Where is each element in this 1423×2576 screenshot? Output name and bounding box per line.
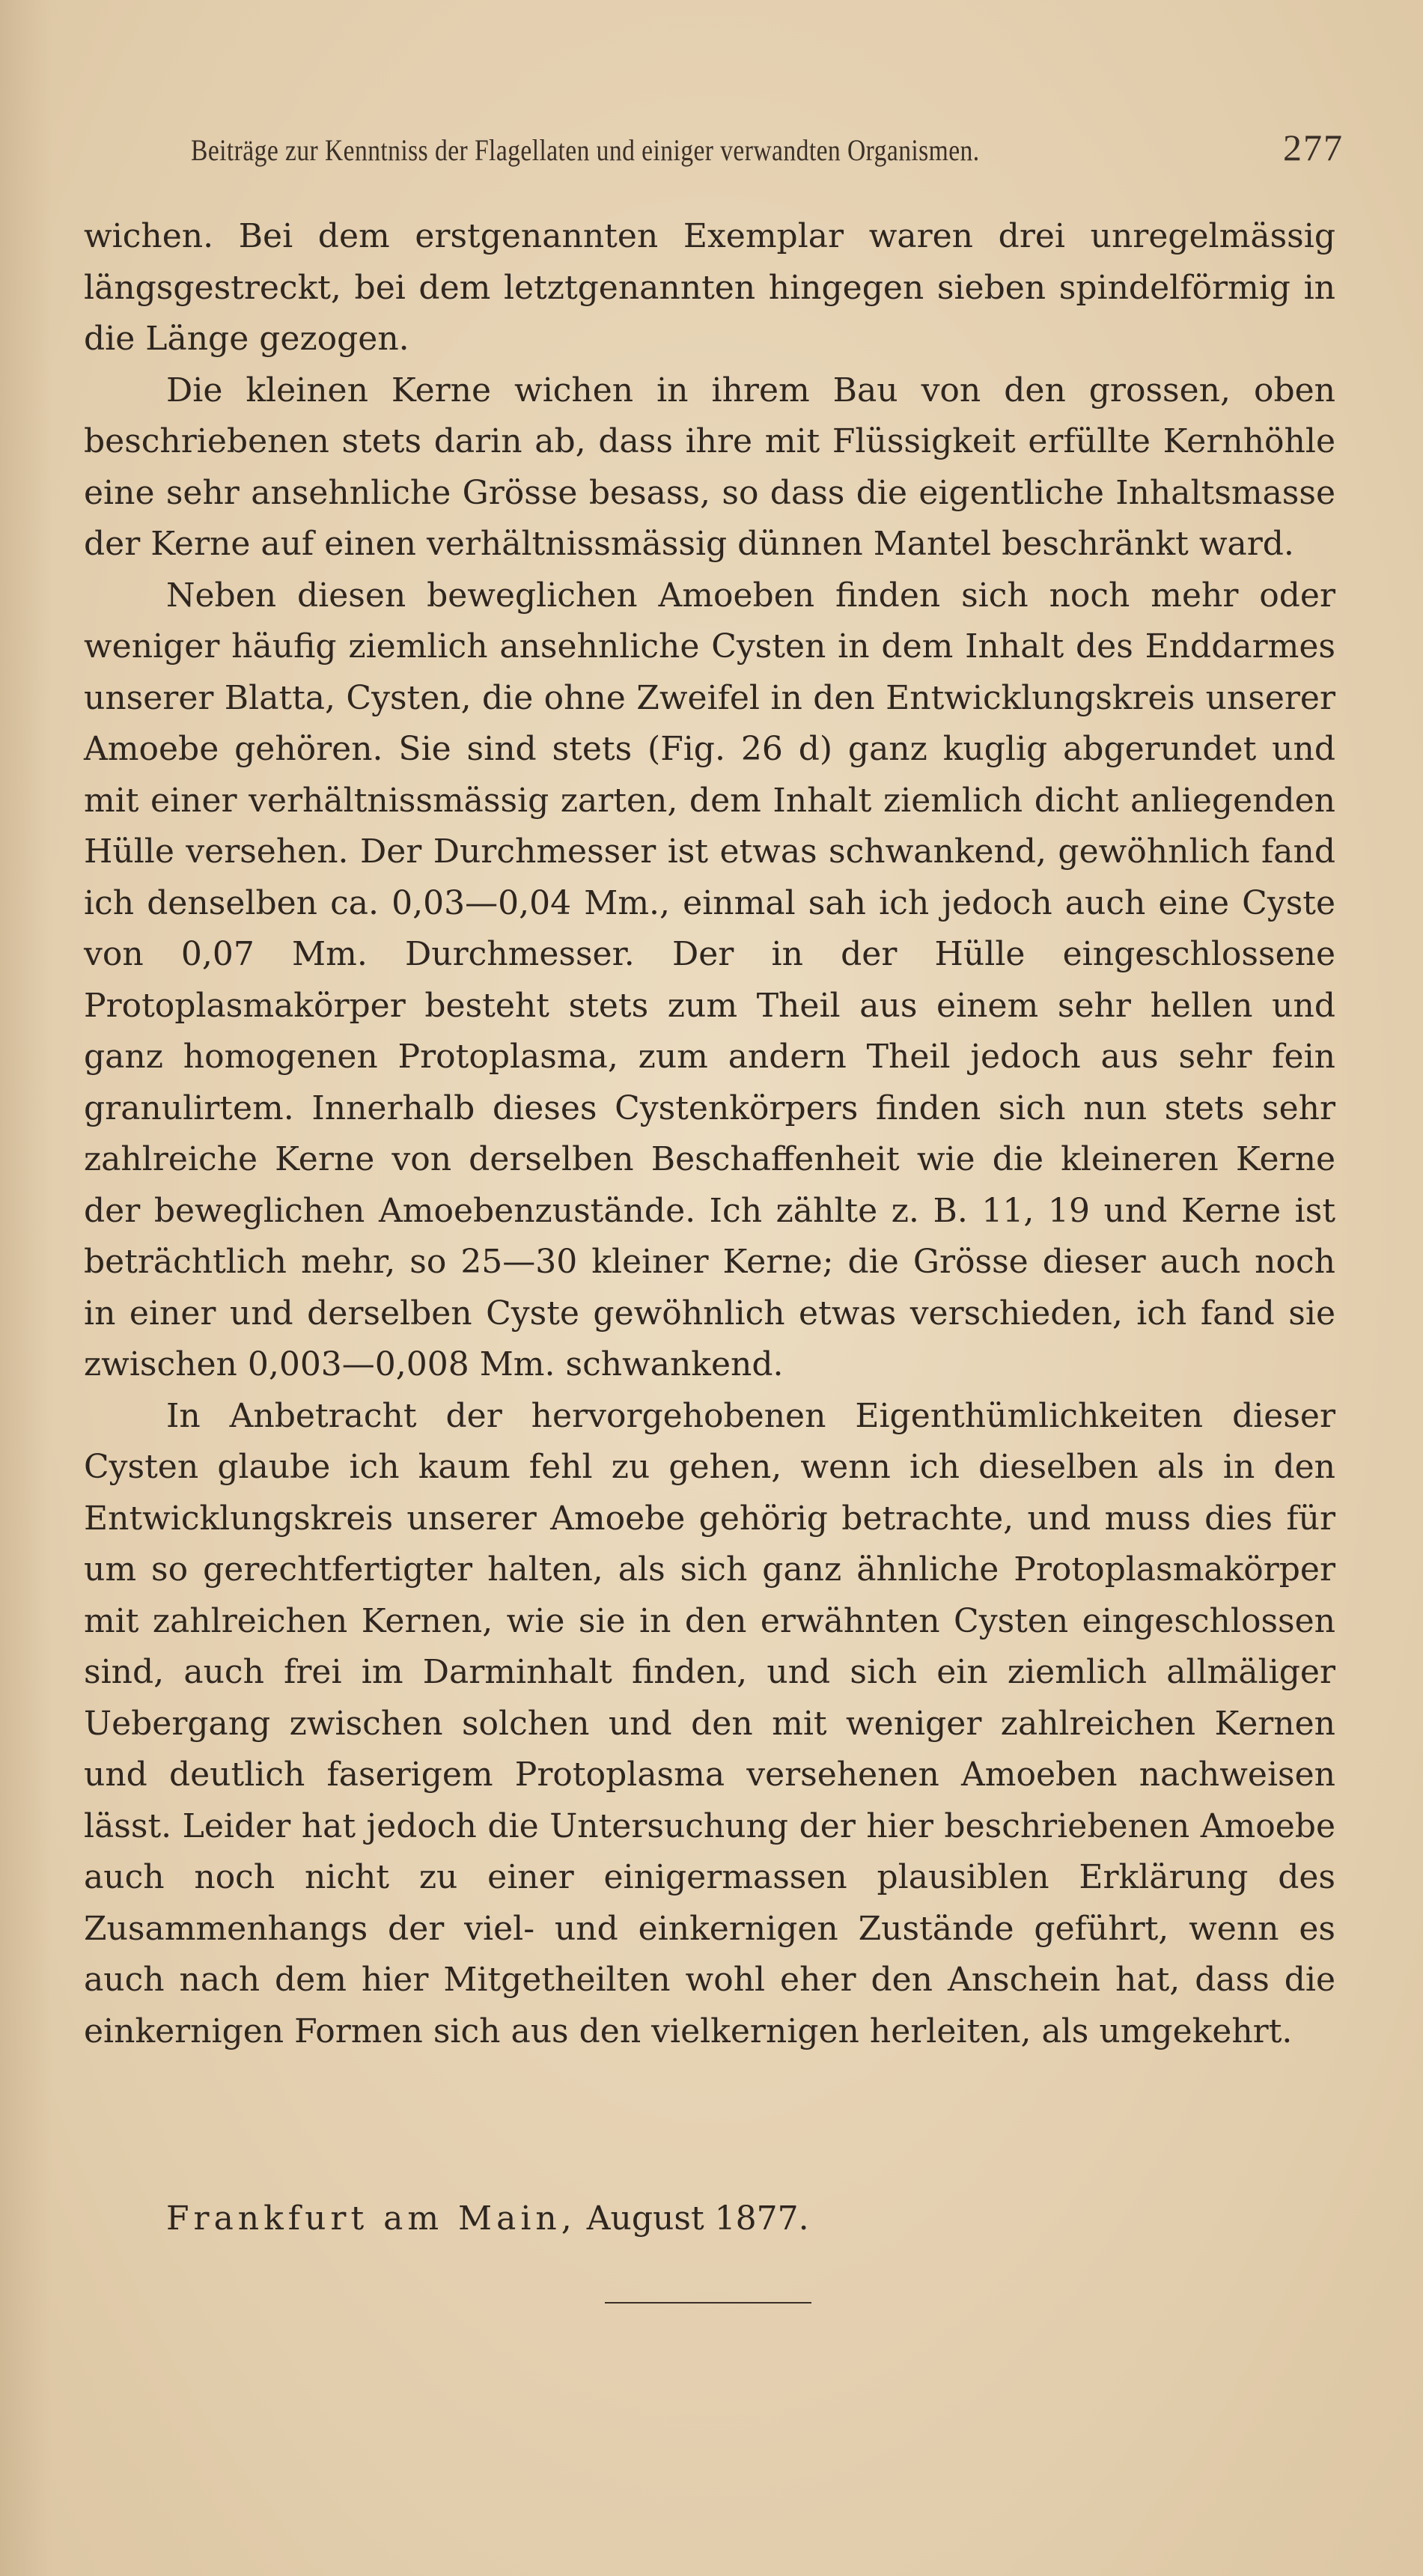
paragraph-continuation: wichen. Bei dem erstgenannten Exemplar waren drei unregelmässig längsgestreckt, bei dem letztgenannten hingegen sieben spindelförmig in die Länge gezogen. bbox=[84, 217, 1335, 358]
dateline-date: August 1877. bbox=[586, 2199, 809, 2238]
running-head-title: Beiträge zur Kenntniss der Flagellaten und einiger verwandten Organismen. bbox=[191, 133, 980, 167]
dateline-place: Frankfurt am Main, bbox=[166, 2199, 576, 2238]
paragraph-small-nuclei: Die kleinen Kerne wichen in ihrem Bau von den grossen, oben beschriebenen stets darin ab, dass ihre mit Flüssigkeit erfüllte Kernhöhle eine sehr ansehnliche Grösse besass, so dass die eigentliche Inhaltsmasse der Kerne auf einen verhältnissmässig dünnen Mantel beschränkt ward. bbox=[84, 371, 1335, 563]
page-number: 277 bbox=[1283, 127, 1344, 168]
paragraph-conclusion: In Anbetracht der hervorgehobenen Eigenthümlichkeiten dieser Cysten glaube ich kaum fehl zu gehen, wenn ich dieselben als in den Entwicklungskreis unserer Amoebe gehörig betrachte, und muss dies für um so gerechtfertigter halten, als sich ganz ähnliche Protoplasmakörper mit zahlreichen Kernen, wie sie in den erwähnten Cysten eingeschlossen sind, auch frei im Darminhalt finden, und sich ein ziemlich allmäliger Uebergang zwischen solchen und den mit weniger zahlreichen Kernen und deutlich faserigem Protoplasma versehenen Amoeben nachweisen lässt. Leider hat jedoch die Untersuchung der hier beschriebenen Amoebe auch noch nicht zu einer einigermassen plausiblen Erklärung des Zusammenhangs der viel- und einkernigen Zustände geführt, wenn es auch nach dem hier Mitgetheilten wohl eher den Anschein hat, dass die einkernigen Formen sich aus den vielkernigen herleiten, als umgekehrt. bbox=[84, 1396, 1335, 2050]
running-head bbox=[191, 126, 1344, 178]
body-text bbox=[84, 211, 1335, 2057]
end-rule bbox=[605, 2302, 811, 2304]
paragraph-cysts: Neben diesen beweglichen Amoeben finden sich noch mehr oder weniger häufig ziemlich ansehnliche Cysten in dem Inhalt des Enddarmes unserer Blatta, Cysten, die ohne Zweifel in den Entwicklungskreis unserer Amoebe gehören. Sie sind stets (Fig. 26 d) ganz kuglig abgerundet und mit einer verhältnissmässig zarten, dem Inhalt ziemlich dicht anliegenden Hülle versehen. Der Durchmesser ist etwas schwankend, gewöhnlich fand ich denselben ca. 0,03—0,04 Mm., einmal sah ich jedoch auch eine Cyste von 0,07 Mm. Durchmesser. Der in der Hülle eingeschlossene Protoplasmakörper besteht stets zum Theil aus einem sehr hellen und ganz homogenen Protoplasma, zum andern Theil jedoch aus sehr fein granulirtem. Innerhalb dieses Cystenkörpers finden sich nun stets sehr zahlreiche Kerne von derselben Beschaffenheit wie die kleineren Kerne der beweglichen Amoebenzustände. Ich zählte z. B. 11, 19 und Kerne ist beträchtlich mehr, so 25—30 kleiner Kerne; die Grösse dieser auch noch in einer und derselben Cyste gewöhnlich etwas verschieden, ich fand sie zwischen 0,003—0,008 Mm. schwankend. bbox=[84, 576, 1335, 1383]
dateline bbox=[166, 2193, 809, 2244]
